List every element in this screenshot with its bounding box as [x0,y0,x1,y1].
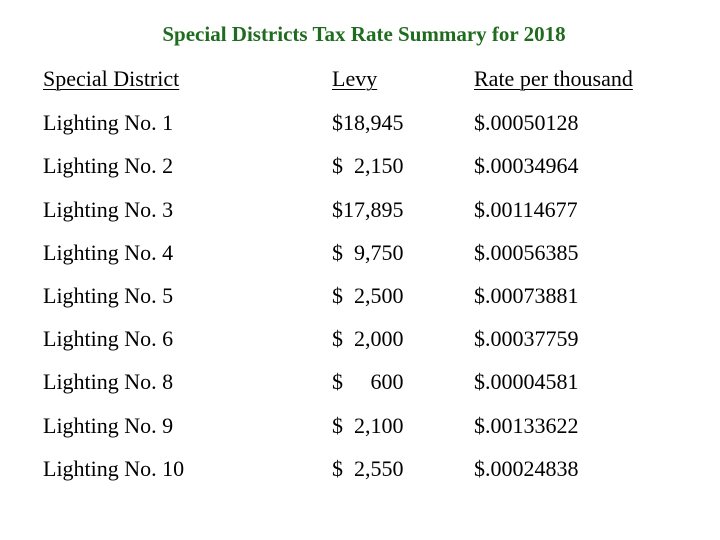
levy-cell: $ 600 [332,369,404,394]
rate-cell: $.00056385 [474,240,579,265]
rate-cell: $.00050128 [474,110,579,135]
table-header-row [0,66,720,96]
district-name-cell: Lighting No. 3 [43,197,174,222]
levy-cell: $18,945 [332,110,404,135]
rate-cell: $.00133622 [474,413,579,438]
district-name-cell: Lighting No. 6 [43,326,174,351]
rate-cell: $.00004581 [474,369,579,394]
district-name-cell: Lighting No. 9 [43,413,174,438]
table-row [0,283,720,313]
district-name-cell: Lighting No. 8 [43,369,174,394]
district-name-cell: Lighting No. 10 [43,456,185,481]
table-row [0,413,720,443]
rate-cell: $.00114677 [474,197,578,222]
levy-cell: $ 2,100 [332,413,404,438]
page-title: Special Districts Tax Rate Summary for 2018 [162,22,566,46]
table-row [0,240,720,270]
table-row [0,197,720,227]
levy-cell: $ 2,550 [332,456,404,481]
table-row [0,110,720,140]
district-name-cell: Lighting No. 1 [43,110,174,135]
levy-cell: $ 2,000 [332,326,404,351]
header-levy: Levy [332,66,378,91]
table-row [0,326,720,356]
levy-cell: $ 9,750 [332,240,404,265]
levy-cell: $ 2,500 [332,283,404,308]
levy-cell: $17,895 [332,197,404,222]
levy-cell: $ 2,150 [332,153,404,178]
district-name-cell: Lighting No. 5 [43,283,174,308]
district-name-cell: Lighting No. 4 [43,240,174,265]
header-special-district: Special District [43,66,180,91]
header-rate-per-thousand: Rate per thousand [474,66,633,91]
rate-cell: $.00073881 [474,283,579,308]
table-row [0,153,720,183]
table-row [0,456,720,486]
district-name-cell: Lighting No. 2 [43,153,174,178]
rate-cell: $.00037759 [474,326,579,351]
rate-cell: $.00024838 [474,456,579,481]
table-row [0,369,720,399]
rate-cell: $.00034964 [474,153,579,178]
